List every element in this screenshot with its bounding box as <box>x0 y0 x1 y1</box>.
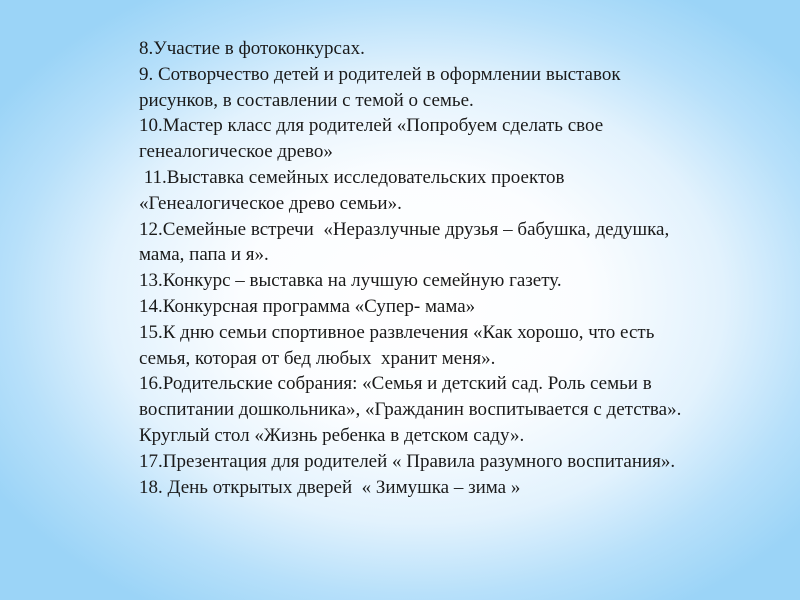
text-line-item-10-cont: генеалогическое древо» <box>139 141 333 163</box>
text-line-item-16-cont-2: Круглый стол «Жизнь ребенка в детском саду». <box>139 424 525 446</box>
text-line-item-12: 12.Семейные встречи «Неразлучные друзья – бабушка, дедушка, <box>139 218 670 240</box>
text-line-item-10: 10.Мастер класс для родителей «Попробуем сделать свое <box>139 115 604 137</box>
text-line-item-8: 8.Участие в фотоконкурсах. <box>139 38 365 59</box>
text-line-item-11-cont: «Генеалогическое древо семьи». <box>139 192 402 214</box>
text-line-item-9: 9. Сотворчество детей и родителей в оформлении выставок <box>139 63 621 85</box>
slide-text-body <box>139 36 779 500</box>
text-line-item-15: 15.К дню семьи спортивное развлечения «Как хорошо, что есть <box>139 321 655 343</box>
text-line-item-11: 11.Выставка семейных исследовательских проектов <box>139 166 565 188</box>
text-line-item-16-cont: воспитании дошкольника», «Гражданин воспитывается с детства». <box>139 399 682 421</box>
text-line-item-13: 13.Конкурс – выставка на лучшую семейную газету. <box>139 270 562 292</box>
text-line-item-15-cont: семья, которая от бед любых хранит меня». <box>139 347 496 369</box>
text-line-item-16: 16.Родительские собрания: «Семья и детский сад. Роль семьи в <box>139 373 652 395</box>
text-line-item-18: 18. День открытых дверей « Зимушка – зима » <box>139 476 521 498</box>
text-line-item-9-cont: рисунков, в составлении с темой о семье. <box>139 89 474 111</box>
text-line-item-14: 14.Конкурсная программа «Супер- мама» <box>139 295 476 317</box>
text-line-item-12-cont: мама, папа и я». <box>139 244 269 266</box>
text-line-item-17: 17.Презентация для родителей « Правила разумного воспитания». <box>139 450 676 472</box>
